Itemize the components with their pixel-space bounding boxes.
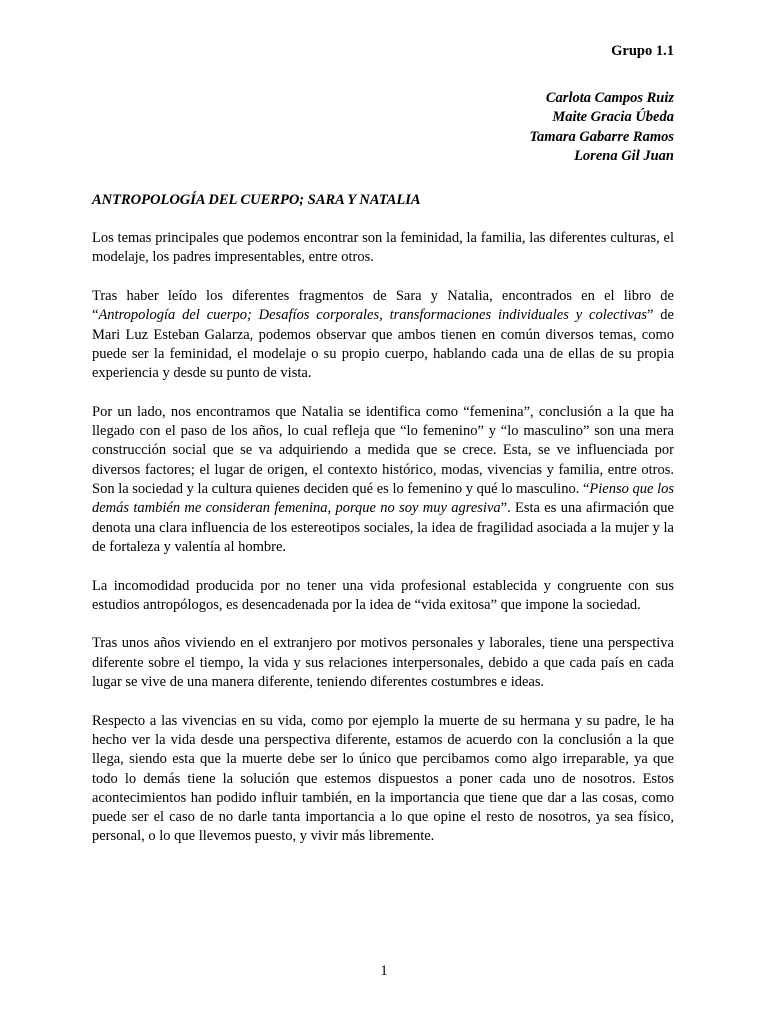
paragraph-3 — [92, 403, 674, 557]
paragraph-1: Los temas principales que podemos encontrar son la feminidad, la familia, las diferentes culturas, el modelaje, los padres impresentables, entre otros. — [92, 230, 674, 266]
paragraph-2 — [92, 287, 674, 383]
paragraph-3-body: ”. Esta es una afirmación que denota una clara influencia de los estereotipos sociales, la idea de fragilidad asociada a la mujer y la de fortaleza y valentía al hombre. — [92, 500, 674, 555]
author-name: Maite Gracia Úbeda — [552, 109, 674, 126]
author-name: Lorena Gil Juan — [574, 147, 674, 164]
book-title: Antropología del cuerpo; Desafíos corporales, transformaciones individuales y colectivas — [98, 307, 647, 324]
paragraph-6: Respecto a las vivencias en su vida, como por ejemplo la muerte de su hermana y su padre, le ha hecho ver la vida desde una perspectiva diferente, estamos de acuerdo con la conclusión a la que llega, siendo esta que la muerte debe ser lo único que percibamos como algo irreparable, ya que todo lo demás tiene la solución que estemos dispuestos a poner cada uno de nosotros. Estos acontecimientos han podido influir también, en la importancia que tiene que dar a las cosas, como puede ser el caso de no darle tanta importancia a lo que opine el resto de nosotros, ya sea físico, personal, o lo que llevemos puesto, y vivir más libremente. — [92, 712, 674, 845]
paragraph-5: Tras unos años viviendo en el extranjero por motivos personales y laborales, tiene una perspectiva diferente sobre el tiempo, la vida y sus relaciones interpersonales, debido a que cada país en cada lugar se vive de una manera diferente, teniendo diferentes costumbres e ideas. — [92, 635, 674, 691]
author-name: Carlota Campos Ruiz — [545, 90, 674, 106]
page-number: 1 — [380, 963, 388, 979]
paragraph-2-body: ” de Mari Luz Esteban Galarza, podemos observar que ambos tienen en común diversos temas, como puede ser la feminidad, el modelaje o su propio cuerpo, hablando cada una de ellas de su propia experiencia y desde su punto de vista. — [92, 307, 674, 382]
author-name: Tamara Gabarre Ramos — [529, 128, 674, 145]
paragraph-2-intro: Tras haber leído los diferentes fragmentos de Sara y Natalia, encontrados en el libro de “ — [92, 288, 674, 324]
paragraph-4: La incomodidad producida por no tener una vida profesional establecida y congruente con sus estudios antropólogos, es desencadenada por la idea de “vida exitosa” que impone la sociedad. — [92, 577, 674, 613]
natalia-quote: Pienso que los demás también me consideran femenina, porque no soy muy agresiva — [92, 481, 674, 517]
author-list — [92, 89, 674, 166]
paragraph-3-intro: Por un lado, nos encontramos que Natalia se identifica como “femenina”, conclusión a la que ha llegado con el paso de los años, lo cual refleja que “lo femenino” y “lo masculino” son una mera construcción social que se va adquiriendo a medida que se crece. Esta, se ve influenciada por diversos factores; el lugar de origen, el contexto histórico, modas, vivencias y familia, entre otros. Son la sociedad y la cultura quienes deciden qué es lo femenino y qué lo masculino. “ — [92, 403, 674, 498]
group-label: Grupo 1.1 — [611, 43, 674, 59]
document-page — [92, 42, 674, 866]
document-title: ANTROPOLOGÍA DEL CUERPO; SARA Y NATALIA — [92, 192, 421, 209]
